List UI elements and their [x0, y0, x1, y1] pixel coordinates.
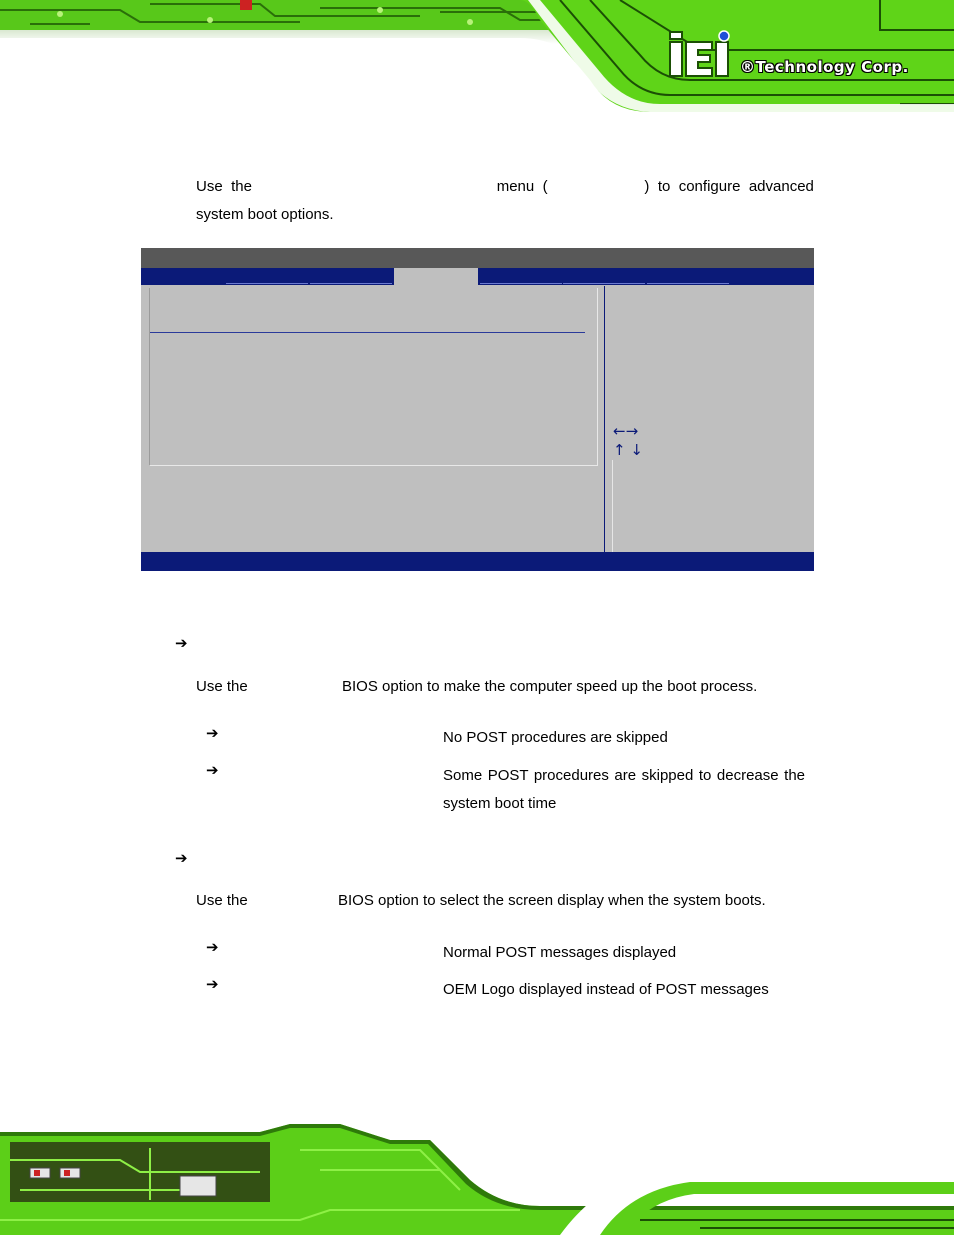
circuit-board-graphic	[0, 0, 954, 112]
company-name: ®Technology Corp.	[740, 58, 909, 76]
left-right-arrows-icon: ←→	[613, 422, 639, 440]
bios-nav-keys	[613, 422, 643, 460]
option-arrow-icon: ➔	[206, 761, 219, 779]
bios-menu-bar	[141, 268, 814, 285]
intro-word: configure	[678, 178, 741, 195]
section-arrow-icon: ➔	[175, 634, 188, 652]
bios-tab-active	[394, 268, 478, 285]
option-description: Normal POST messages displayed	[443, 944, 677, 961]
intro-gap	[260, 173, 488, 201]
circuit-board-graphic	[0, 1120, 954, 1235]
option-arrow-icon: ➔	[206, 975, 219, 993]
intro-paragraph	[196, 173, 814, 229]
intro-word: the	[231, 178, 252, 195]
intro-line-1	[196, 173, 814, 201]
intro-line-2: system boot options.	[196, 206, 334, 223]
bios-settings-panel	[149, 288, 598, 466]
intro-gap	[556, 173, 636, 201]
up-down-arrows-icon: ↑ ↓	[613, 441, 643, 459]
intro-word: Use	[196, 178, 223, 195]
intro-word: advanced	[748, 178, 814, 195]
quick-boot-desc-prefix: Use the	[196, 678, 248, 695]
intro-word: menu	[496, 178, 535, 195]
bios-tab	[647, 268, 729, 285]
option-arrow-icon: ➔	[206, 938, 219, 956]
intro-paren: )	[644, 178, 650, 195]
bios-tab	[563, 268, 645, 285]
bios-help-divider	[612, 460, 613, 552]
option-description: OEM Logo displayed instead of POST messages	[443, 981, 769, 998]
bios-panel-divider	[604, 286, 605, 552]
option-description: No POST procedures are skipped	[443, 729, 668, 746]
intro-paren: (	[542, 178, 548, 195]
bios-tab	[226, 268, 308, 285]
bios-screenshot	[141, 248, 814, 571]
option-arrow-icon: ➔	[206, 724, 219, 742]
bios-separator-line	[150, 332, 585, 333]
bios-tab	[480, 268, 562, 285]
iei-logo-icon	[668, 30, 736, 78]
bios-title-bar	[141, 248, 814, 268]
section-arrow-icon: ➔	[175, 849, 188, 867]
bios-status-bar	[141, 552, 814, 571]
intro-word: to	[657, 178, 671, 195]
footer-banner	[0, 1120, 954, 1235]
header-banner	[0, 0, 954, 112]
quiet-boot-desc-suffix: BIOS option to select the screen display when the system boots.	[338, 892, 766, 909]
quick-boot-desc-suffix: BIOS option to make the computer speed up the boot process.	[342, 678, 758, 695]
option-description: Some POST procedures are skipped to decrease the system boot time	[443, 767, 805, 812]
bios-tab	[310, 268, 392, 285]
quiet-boot-desc-prefix: Use the	[196, 892, 248, 909]
